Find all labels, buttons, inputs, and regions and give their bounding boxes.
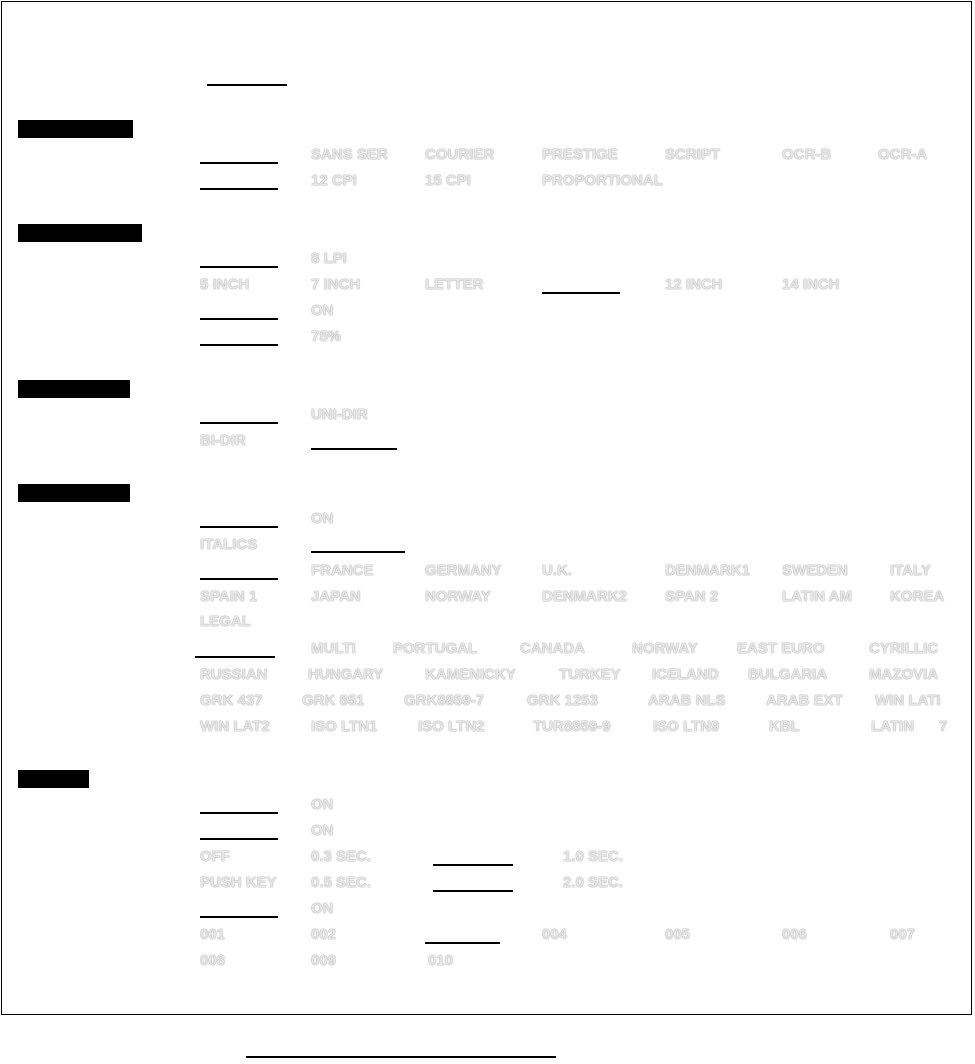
option-7-inch: 7 INCH [311,276,361,293]
blank-field[interactable] [200,344,278,346]
option-courier: COURIER [425,146,495,163]
option-legal: LEGAL [200,613,251,630]
option-15-cpi: 15 CPI [425,172,471,189]
option-italics: ITALICS [200,536,258,553]
option-italy: ITALY [890,562,931,579]
option-span-2: SPAN 2 [665,588,719,605]
option-grk8859-7: GRK8859-7 [404,692,485,709]
option-grk-851: GRK 851 [302,692,365,709]
option-uni-dir: UNI-DIR [311,406,368,423]
blank-field[interactable] [200,838,278,840]
option-ocr-b: OCR-B [782,146,832,163]
option-010: 010 [428,952,454,969]
blank-field[interactable] [311,551,405,553]
blank-field[interactable] [542,292,620,294]
option-arab-nls: ARAB NLS [648,692,726,709]
blank-field[interactable] [433,864,513,866]
option-on: ON [311,510,334,527]
option-kamenicky: KAMENICKY [425,666,516,683]
option-008: 008 [200,952,226,969]
option-5-inch: 5 INCH [200,276,250,293]
blank-field[interactable] [200,578,278,580]
section-label-redacted [18,484,130,502]
option-cyrillic: CYRILLIC [869,640,939,657]
title-blank[interactable] [207,84,287,86]
option-sans-ser: SANS SER [311,146,388,163]
option-on: ON [311,302,334,319]
option-on: ON [311,900,334,917]
option-007: 007 [890,926,916,943]
option-korea: KOREA [890,588,945,605]
section-label-redacted [18,120,133,138]
option-001: 001 [200,926,226,943]
option-off: OFF [200,848,230,865]
option-hungary: HUNGARY [308,666,384,683]
blank-field[interactable] [200,812,278,814]
option-arab-ext: ARAB EXT [766,692,843,709]
option-bulgaria: BULGARIA [748,666,828,683]
blank-field[interactable] [425,942,500,944]
option-tur8859-9: TUR8859-9 [533,718,611,735]
option-script: SCRIPT [665,146,721,163]
option-win-lati: WIN LATI [875,692,941,709]
section-label-redacted [18,380,130,398]
settings-form-frame [1,1,972,1015]
option-2-0-sec: 2.0 SEC. [563,874,624,891]
blank-field[interactable] [433,890,513,892]
option-8-lpi: 8 LPI [311,250,347,267]
option-russian: RUSSIAN [200,666,268,683]
option-portugal: PORTUGAL [393,640,478,657]
option-12-inch: 12 INCH [665,276,723,293]
option-005: 005 [665,926,691,943]
option-on: ON [311,796,334,813]
option-uk: U.K. [542,562,572,579]
option-0-3-sec: 0.3 SEC. [311,848,372,865]
blank-field[interactable] [200,162,278,164]
option-on: ON [311,822,334,839]
option-iso-ltn9: ISO LTN9 [653,718,720,735]
option-12-cpi: 12 CPI [311,172,357,189]
option-prestige: PRESTIGE [542,146,618,163]
blank-field[interactable] [200,916,278,918]
option-009: 009 [311,952,337,969]
option-kbl: KBL [769,718,800,735]
blank-field[interactable] [200,422,278,424]
option-0-5-sec: 0.5 SEC. [311,874,372,891]
option-denmark2: DENMARK2 [542,588,628,605]
option-letter: LETTER [425,276,484,293]
option-france: FRANCE [311,562,374,579]
option-latin-am: LATIN AM [782,588,852,605]
option-iso-ltn2: ISO LTN2 [418,718,485,735]
blank-field[interactable] [200,188,278,190]
blank-field[interactable] [195,656,275,658]
option-ocr-a: OCR-A [878,146,928,163]
option-14-inch: 14 INCH [782,276,840,293]
option-multi: MULTI [311,640,356,657]
option-1-0-sec: 1.0 SEC. [563,848,624,865]
option-proportional: PROPORTIONAL [542,172,663,189]
option-win-lat2: WIN LAT2 [200,718,270,735]
blank-field[interactable] [200,266,278,268]
option-germany: GERMANY [425,562,502,579]
blank-field[interactable] [200,318,278,320]
blank-field[interactable] [200,526,278,528]
option-canada: CANADA [520,640,585,657]
option-push-key: PUSH KEY [200,874,277,891]
option-japan: JAPAN [311,588,361,605]
option-spain-1: SPAIN 1 [200,588,258,605]
option-turkey: TURKEY [559,666,621,683]
option-002: 002 [311,926,337,943]
option-sweden: SWEDEN [782,562,848,579]
option-norway: NORWAY [425,588,491,605]
option-bi-dir: BI-DIR [200,432,246,449]
option-east-euro: EAST EURO [737,640,825,657]
footer-signature-line[interactable] [246,1056,556,1058]
option-grk-437: GRK 437 [200,692,263,709]
option-denmark1: DENMARK1 [665,562,751,579]
option-iso-ltn1: ISO LTN1 [311,718,378,735]
option-iceland: ICELAND [652,666,719,683]
section-label-redacted [18,224,142,242]
option-7: 7 [939,718,948,735]
option-grk-1253: GRK 1253 [527,692,598,709]
option-norway: NORWAY [632,640,698,657]
option-75-percent: 75% [311,328,342,345]
option-004: 004 [542,926,568,943]
blank-field[interactable] [311,448,397,450]
section-label-redacted [18,770,89,788]
option-latin: LATIN [871,718,915,735]
option-006: 006 [782,926,808,943]
option-mazovia: MAZOVIA [869,666,939,683]
